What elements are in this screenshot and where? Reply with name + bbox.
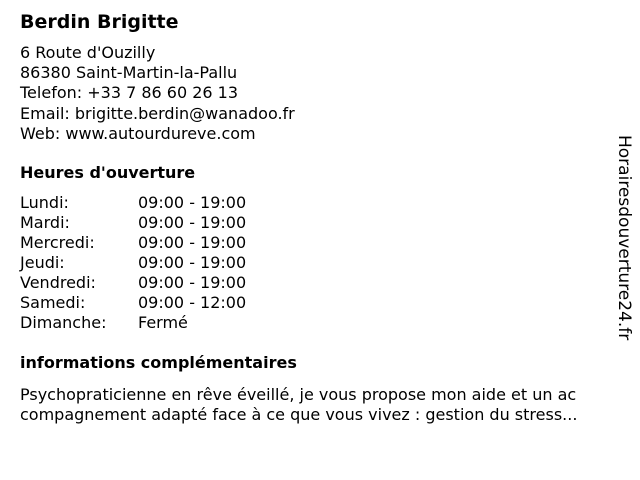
opening-hours-list: [20, 193, 246, 333]
day-label: Jeudi:: [20, 253, 65, 272]
hours-row-saturday: [20, 293, 246, 313]
site-watermark: [614, 135, 634, 367]
day-label: Vendredi:: [20, 273, 96, 292]
hours-row-wednesday: [20, 233, 246, 253]
hours-row-monday: [20, 193, 246, 213]
day-label: Samedi:: [20, 293, 86, 312]
time-value: 09:00 - 19:00: [138, 193, 247, 212]
address-city: 86380 Saint-Martin-la-Pallu: [20, 63, 238, 83]
day-label: Lundi:: [20, 193, 69, 212]
website-text: Web: www.autourdureve.com: [20, 123, 256, 143]
time-value: 09:00 - 19:00: [138, 233, 247, 252]
email-text: Email: brigitte.berdin@wanadoo.fr: [20, 103, 295, 123]
opening-hours-heading: Heures d'ouverture: [20, 163, 196, 182]
watermark-text: Horairesdouverture24.fr: [614, 135, 634, 341]
hours-row-tuesday: [20, 213, 246, 233]
additional-info-heading: informations complémentaires: [20, 353, 297, 372]
day-label: Mardi:: [20, 213, 70, 232]
address-street: 6 Route d'Ouzilly: [20, 43, 156, 62]
phone-text: Telefon: +33 7 86 60 26 13: [20, 83, 239, 103]
day-label: Dimanche:: [20, 313, 107, 332]
time-value: 09:00 - 19:00: [138, 213, 247, 232]
description-line: Psychopraticienne en rêve éveillé, je vous propose mon aide et un ac: [20, 385, 577, 404]
hours-row-sunday: [20, 313, 246, 333]
time-value: Fermé: [138, 313, 188, 332]
description-line: compagnement adapté face à ce que vous vivez : gestion du stress...: [20, 405, 578, 424]
time-value: 09:00 - 12:00: [138, 293, 247, 312]
business-name: Berdin Brigitte: [20, 11, 179, 33]
hours-row-thursday: [20, 253, 246, 273]
contact-block: [20, 43, 295, 144]
time-value: 09:00 - 19:00: [138, 253, 247, 272]
description-text: [20, 385, 630, 425]
day-label: Mercredi:: [20, 233, 95, 252]
hours-row-friday: [20, 273, 246, 293]
time-value: 09:00 - 19:00: [138, 273, 247, 292]
